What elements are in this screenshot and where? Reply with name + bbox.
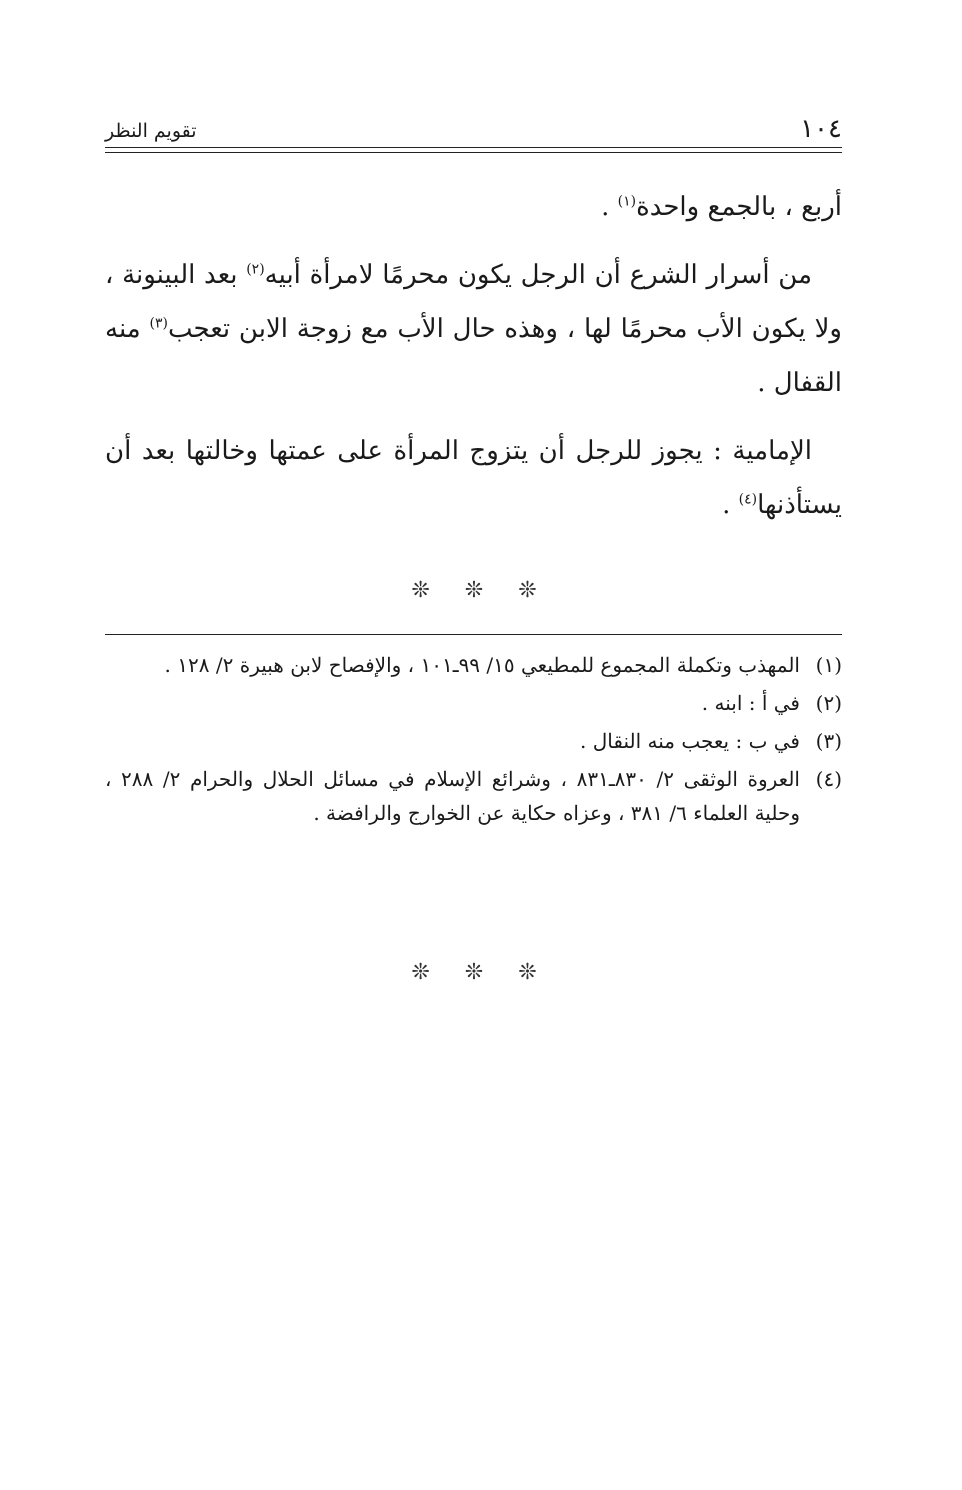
footnote-3: (٣) في ب : يعجب منه النقال . (580, 729, 842, 753)
footnote-rule (105, 634, 842, 635)
footnote-2: (٢) في أ : ابنه . (701, 691, 842, 715)
page-header (105, 112, 842, 144)
paragraph-1: أربع ، بالجمع واحدة$^{(١)}$ . (601, 192, 842, 222)
paragraph-2: من أسرار الشرع أن الرجل يكون محرمًا لامرأة أبيه$^{(٢)}$ بعد البينونة ، ولا يكون الأب محرمًا لها ، وهذه حال الأب مع زوجة الابن تعجب$^{(٣)}$ منه القفال . (105, 260, 842, 398)
main-text (105, 180, 842, 546)
footnote-ref-2: (٢) (246, 261, 265, 278)
footnote-4: (٤) العروة الوثقى ٢/ ٨٣٠ـ٨٣١ ، وشرائع الإسلام في مسائل الحلال والحرام ٢/ ٢٨٨ ، وحلية العلماء ٦/ ٣٨١ ، وعزاه حكاية عن الخوارج والرافضة . (105, 767, 842, 825)
footnote-ref-3: (٣) (149, 315, 168, 332)
end-separator: ❊ ❊ ❊ (411, 960, 551, 985)
footnote-ref-4: (٤) (738, 491, 758, 508)
footnote-ref-1: (١) (617, 193, 637, 210)
section-separator: ❊ ❊ ❊ (411, 578, 551, 603)
footnote-1: (١) المهذب وتكملة المجموع للمطيعي ١٥/ ٩٩ـ١٠١ ، والإفصاح لابن هبيرة ٢/ ١٢٨ . (164, 653, 842, 677)
paragraph-3: الإمامية : يجوز للرجل أن يتزوج المرأة على عمتها وخالتها بعد أن يستأذنها$^{(٤)}$ . (105, 436, 842, 520)
running-title: تقويم النظر (105, 120, 197, 142)
header-rule-top (105, 147, 842, 148)
header-rule-bottom (105, 152, 842, 153)
page-number: ١٠٤ (800, 114, 842, 144)
footnotes (105, 648, 842, 834)
